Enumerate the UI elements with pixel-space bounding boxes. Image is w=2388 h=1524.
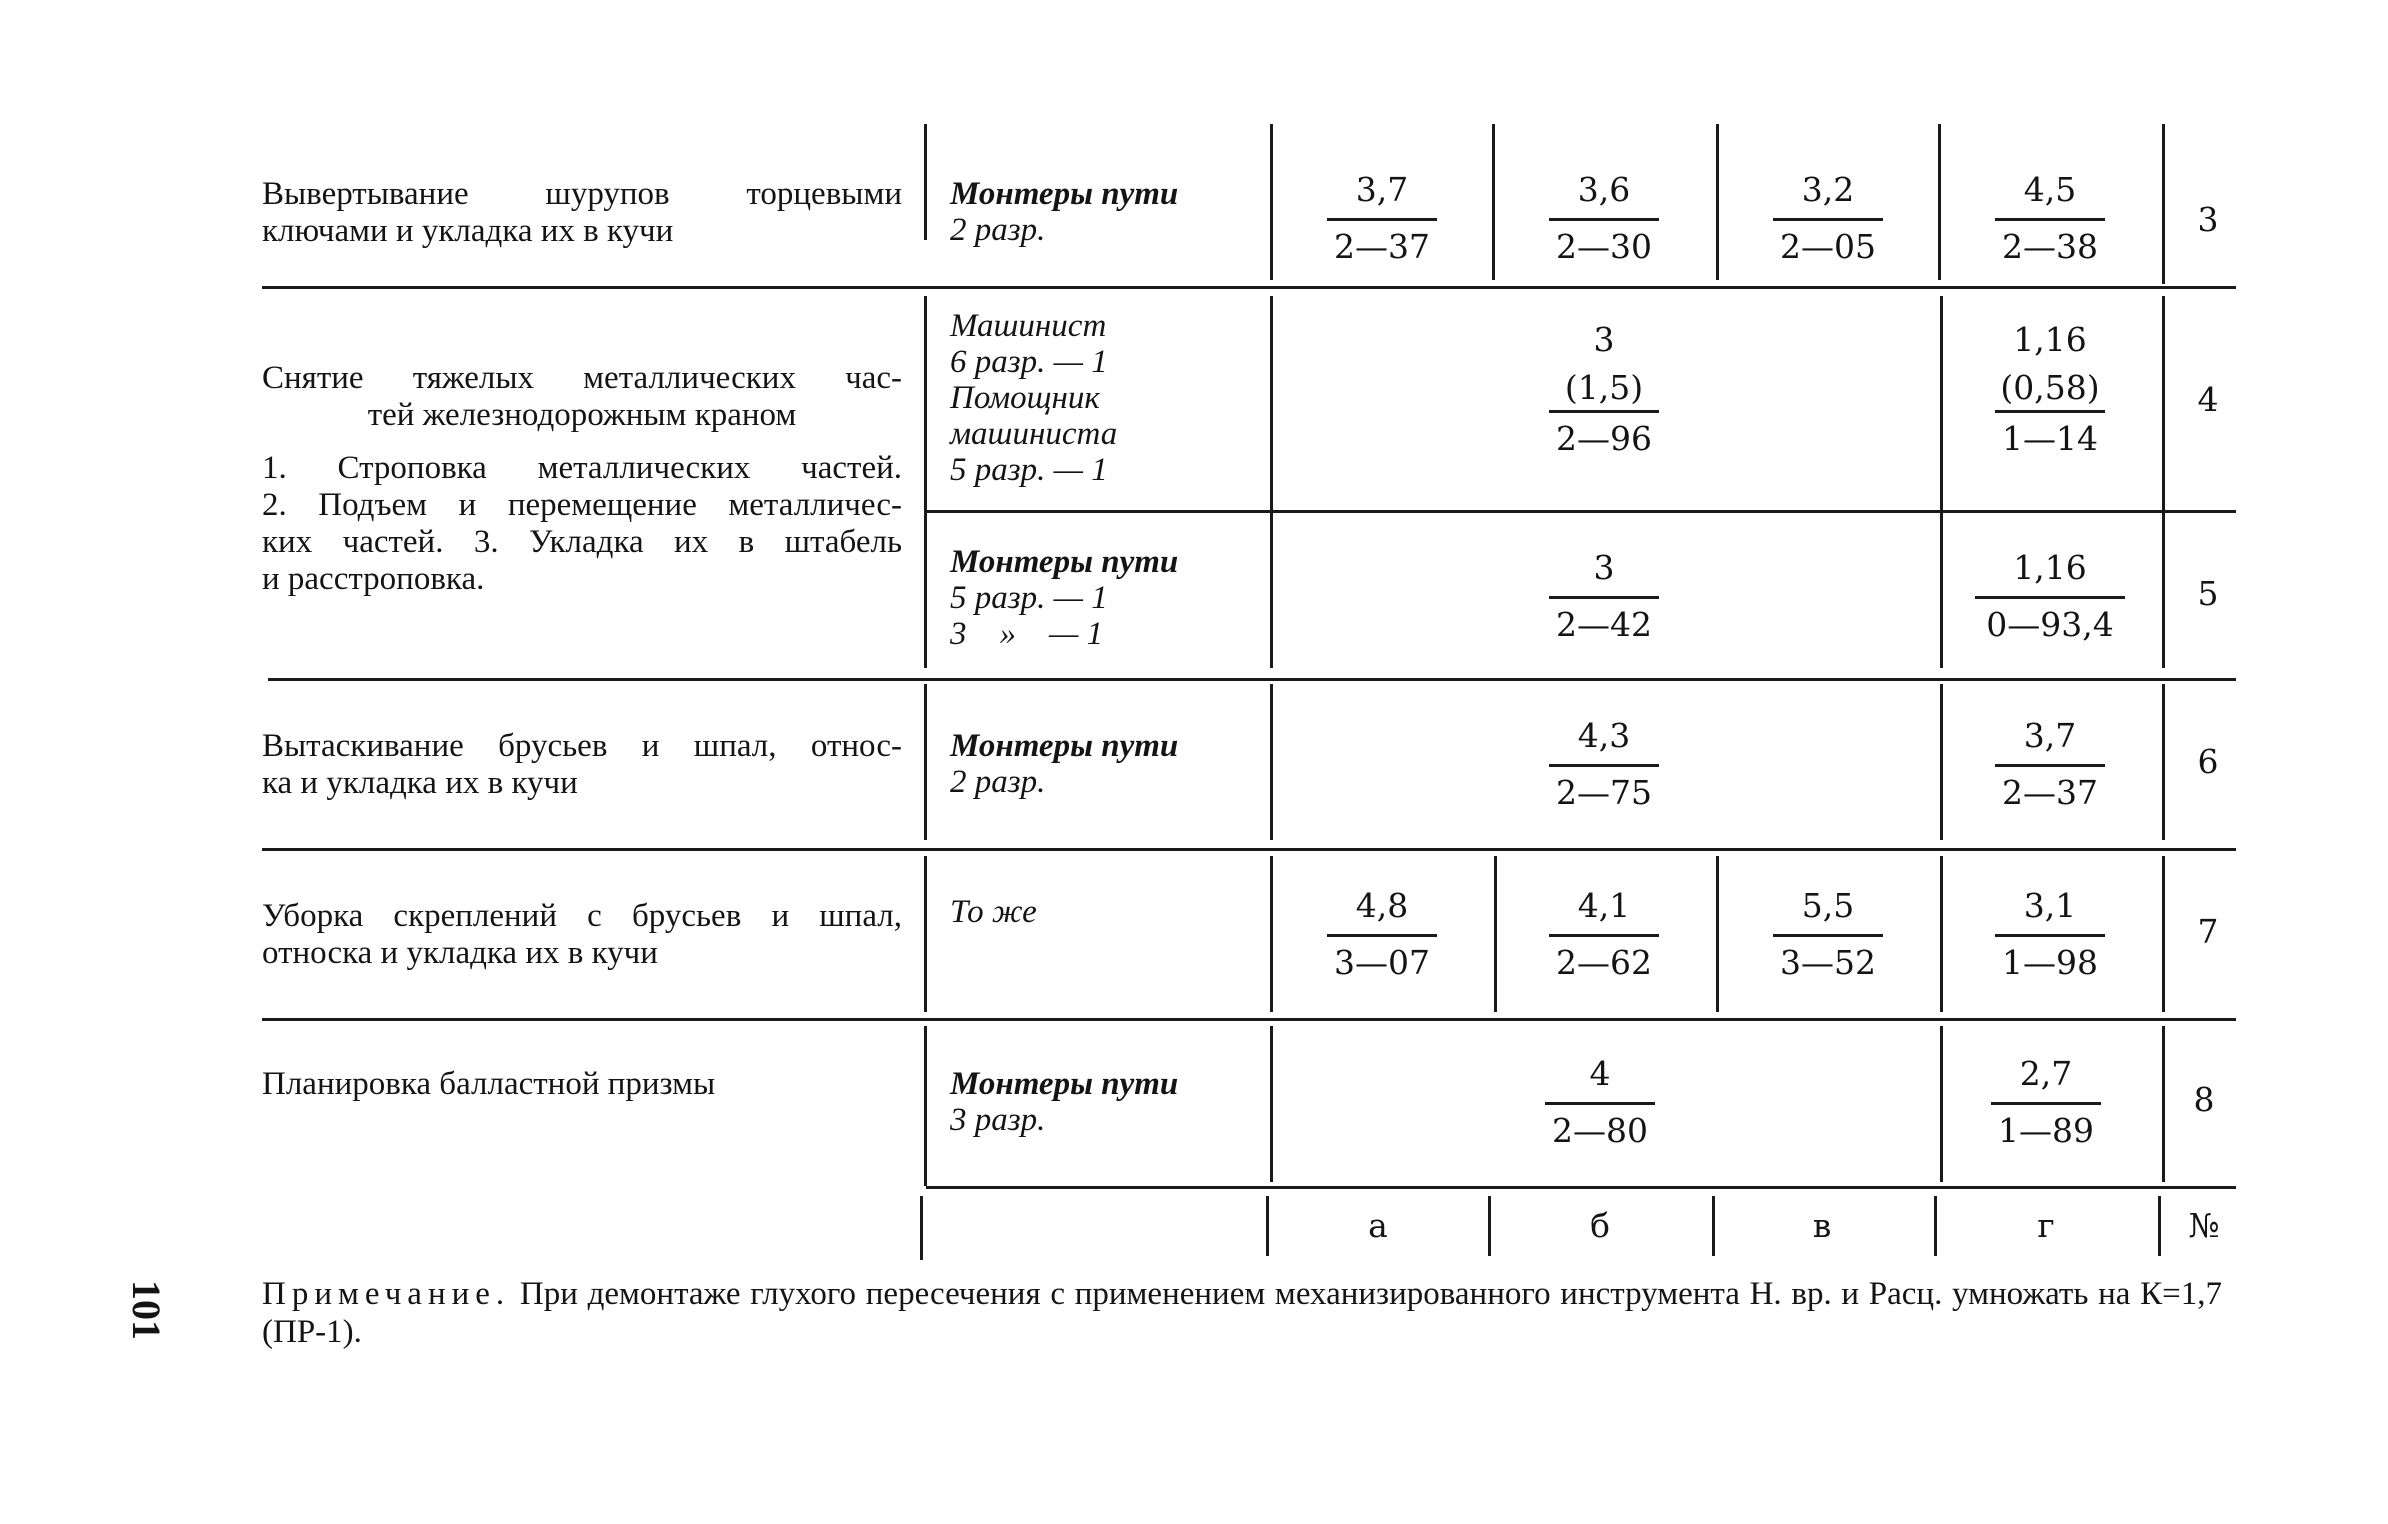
fraction-bar — [1995, 218, 2105, 221]
rule-v-col-g — [1940, 684, 1943, 840]
fraction-bar — [1995, 410, 2105, 413]
row-3-value-b — [1504, 170, 1704, 267]
row-6-value-g — [1950, 716, 2150, 813]
row-7-value-g — [1950, 886, 2150, 983]
rule-v-col-v — [1712, 1196, 1715, 1256]
row-4-workers — [950, 308, 1250, 488]
row-6-worker-line: 2 разр. — [950, 764, 1046, 800]
denominator: 2—37 — [2002, 773, 2098, 812]
rule-v-workers-left — [924, 124, 927, 240]
row-3-value-g — [1950, 170, 2150, 267]
row-3-number: 3 — [2197, 200, 2219, 239]
rule-v-col-v — [1716, 124, 1719, 280]
row-4-step-line: 2. Подъем и перемещение металличес- — [262, 487, 902, 523]
fraction-bar — [1549, 934, 1659, 937]
rule-v-col-b — [1488, 1196, 1491, 1256]
denominator: 3—52 — [1780, 943, 1876, 982]
numerator: 3,6 — [1577, 170, 1631, 209]
fraction-bar — [1773, 934, 1883, 937]
rule-h-row-separator — [262, 1018, 2236, 1021]
denominator: 2—42 — [1556, 605, 1652, 644]
numerator: 3,7 — [1355, 170, 1409, 209]
numerator: 4 — [1589, 1054, 1611, 1093]
denominator: 0—93,4 — [1986, 605, 2114, 644]
row-4-steps — [262, 450, 902, 598]
row-3-description-line: ключами и укладка их в кучи — [262, 213, 674, 249]
fraction-bar — [1549, 410, 1659, 413]
rule-v-col-a — [1270, 296, 1273, 668]
numerator: 4,5 — [2023, 170, 2077, 209]
row-7-description — [262, 898, 902, 972]
rule-v-col-a — [1270, 856, 1273, 1012]
rule-v-col-v — [1716, 856, 1719, 1012]
fraction-bar — [1995, 934, 2105, 937]
rule-v-col-g — [1940, 296, 1943, 668]
row-8-description — [262, 1066, 902, 1103]
column-header-v: в — [1812, 1206, 1832, 1245]
row-3-value-a — [1282, 170, 1482, 267]
row-4-worker-line: Помощник — [950, 380, 1100, 416]
row-4-description — [262, 360, 902, 598]
denominator: 1—89 — [1998, 1111, 2094, 1150]
row-6-description-line: ка и укладка их в кучи — [262, 765, 578, 801]
denominator: 2—30 — [1556, 227, 1652, 266]
row-4-worker-line: Машинист — [950, 308, 1107, 344]
fraction-bar — [1545, 1102, 1655, 1105]
row-7-number: 7 — [2197, 912, 2219, 951]
row-6-description-line: Вытаскивание брусьев и шпал, относ- — [262, 728, 902, 764]
numerator: 1,16 — [2013, 320, 2087, 359]
rule-v-col-g — [1938, 124, 1941, 280]
rule-v-workers-left — [924, 296, 927, 668]
page-number: 101 — [124, 1280, 169, 1340]
column-header-a: а — [1368, 1206, 1388, 1245]
column-header-number: № — [2188, 1206, 2220, 1245]
denominator: 2—80 — [1552, 1111, 1648, 1150]
denominator: 2—62 — [1556, 943, 1652, 982]
rule-v-col-a — [1270, 684, 1273, 840]
numerator: 3,7 — [2023, 716, 2077, 755]
row-6-description — [262, 728, 902, 802]
row-7-workers — [950, 894, 1250, 930]
row-8-workers — [950, 1066, 1250, 1138]
denominator: 1—14 — [2002, 419, 2098, 458]
footnote-title: Примечание. — [262, 1276, 511, 1312]
row-6-workers — [950, 728, 1250, 800]
rule-v-col-a — [1270, 124, 1273, 280]
numerator: 4,8 — [1355, 886, 1409, 925]
row-8-worker-line: Монтеры пути — [950, 1066, 1179, 1102]
row-3-workers — [950, 176, 1250, 248]
row-7-description-line: Уборка скреплений с брусьев и шпал, — [262, 898, 902, 934]
column-header-b: б — [1590, 1206, 1610, 1245]
rule-h-header-top — [926, 1186, 2236, 1189]
rule-v-workers-left — [924, 684, 927, 840]
rule-h-row-separator — [262, 286, 2236, 289]
numerator: 5,5 — [1801, 886, 1855, 925]
numerator: 4,1 — [1577, 886, 1631, 925]
rule-v-col-num — [2162, 124, 2165, 284]
rule-v-col-a — [1270, 1026, 1273, 1182]
row-7-description-line: относка и укладка их в кучи — [262, 935, 658, 971]
row-6-value-abv — [1504, 716, 1704, 813]
row-8-value-abv — [1500, 1054, 1700, 1151]
row-5-worker-line: Монтеры пути — [950, 544, 1179, 580]
row-5-worker-line: 3 » — 1 — [950, 616, 1104, 652]
row-8-description-line: Планировка балластной призмы — [262, 1066, 716, 1102]
row-8-value-g — [1946, 1054, 2146, 1151]
row-3-description-line: Вывертывание шурупов торцевыми — [262, 176, 902, 212]
row-4-value-g — [1950, 320, 2150, 459]
parenthetical-value: (1,5) — [1564, 368, 1644, 407]
row-4-step-line: ких частей. 3. Укладка их в штабель — [262, 524, 902, 560]
row-3-description — [262, 176, 902, 250]
rule-v-col-g — [1940, 856, 1943, 1012]
fraction-bar — [1327, 934, 1437, 937]
denominator: 3—07 — [1334, 943, 1430, 982]
row-7-value-b — [1504, 886, 1704, 983]
numerator: 3 — [1593, 320, 1615, 359]
numerator: 4,3 — [1577, 716, 1631, 755]
footnote-text: При демонтаже глухого пересечения с применением механизированного инструмента Н. вр. и Расц. умножать на К=1,7 (ПР-1). — [262, 1276, 2223, 1350]
fraction-bar — [1991, 1102, 2101, 1105]
numerator: 3,2 — [1801, 170, 1855, 209]
denominator: 2—05 — [1780, 227, 1876, 266]
rule-v-workers-left — [924, 1026, 927, 1186]
row-5-workers — [950, 544, 1250, 652]
row-6-worker-line: Монтеры пути — [950, 728, 1179, 764]
row-5-value-abv — [1504, 548, 1704, 645]
column-header-g: г — [2037, 1206, 2055, 1245]
row-4-title-line: Снятие тяжелых металлических час- — [262, 360, 902, 396]
row-8-number: 8 — [2193, 1080, 2215, 1119]
denominator: 2—38 — [2002, 227, 2098, 266]
row-5-worker-line: 5 разр. — 1 — [950, 580, 1108, 616]
denominator: 2—75 — [1556, 773, 1652, 812]
fraction-bar — [1549, 596, 1659, 599]
row-4-value-abv — [1504, 320, 1704, 459]
rule-v-workers-left — [924, 856, 927, 1012]
numerator: 3 — [1593, 548, 1615, 587]
numerator: 1,16 — [2013, 548, 2087, 587]
row-5-value-g — [1950, 548, 2150, 645]
denominator: 2—37 — [1334, 227, 1430, 266]
rule-h-row-separator — [268, 678, 2236, 681]
fraction-bar — [1549, 764, 1659, 767]
rule-v-col-g — [1940, 1026, 1943, 1182]
row-4-step-line: и расстроповка. — [262, 561, 485, 597]
row-5-number: 5 — [2197, 574, 2219, 613]
row-4-worker-line: 5 разр. — 1 — [950, 452, 1108, 488]
numerator: 2,7 — [2019, 1054, 2073, 1093]
row-3-value-v — [1728, 170, 1928, 267]
rule-v-col-num — [2158, 1196, 2161, 1256]
denominator: 1—98 — [2002, 943, 2098, 982]
row-4-step-line: 1. Строповка металлических частей. — [262, 450, 902, 486]
fraction-bar — [1327, 218, 1437, 221]
fraction-bar — [1995, 764, 2105, 767]
rule-v-col-num — [2162, 684, 2165, 840]
row-8-worker-line: 3 разр. — [950, 1102, 1046, 1138]
fraction-bar — [1975, 596, 2125, 599]
rule-v-workers-left — [920, 1196, 923, 1260]
row-7-value-a — [1282, 886, 1482, 983]
fraction-bar — [1773, 218, 1883, 221]
row-4-number: 4 — [2197, 380, 2219, 419]
row-4-worker-line: машиниста — [950, 416, 1118, 452]
row-3-worker-line: Монтеры пути — [950, 176, 1179, 212]
rule-v-col-a — [1266, 1196, 1269, 1256]
rule-v-col-num — [2162, 296, 2165, 668]
fraction-bar — [1549, 218, 1659, 221]
parenthetical-value: (0,58) — [2000, 368, 2100, 407]
footnote — [262, 1275, 2222, 1351]
row-3-worker-line: 2 разр. — [950, 212, 1046, 248]
denominator: 2—96 — [1556, 419, 1652, 458]
rule-v-col-b — [1494, 856, 1497, 1012]
rule-v-col-g — [1934, 1196, 1937, 1256]
rule-h-row-separator — [924, 510, 2236, 513]
rule-h-row-separator — [262, 848, 2236, 851]
row-7-value-v — [1728, 886, 1928, 983]
row-6-number: 6 — [2197, 742, 2219, 781]
numerator: 3,1 — [2023, 886, 2077, 925]
rule-v-col-b — [1492, 124, 1495, 280]
row-7-worker-line: То же — [950, 894, 1037, 930]
rule-v-col-num — [2162, 856, 2165, 1012]
row-4-title-line: тей железнодорожным краном — [367, 397, 797, 433]
row-4-worker-line: 6 разр. — 1 — [950, 344, 1108, 380]
